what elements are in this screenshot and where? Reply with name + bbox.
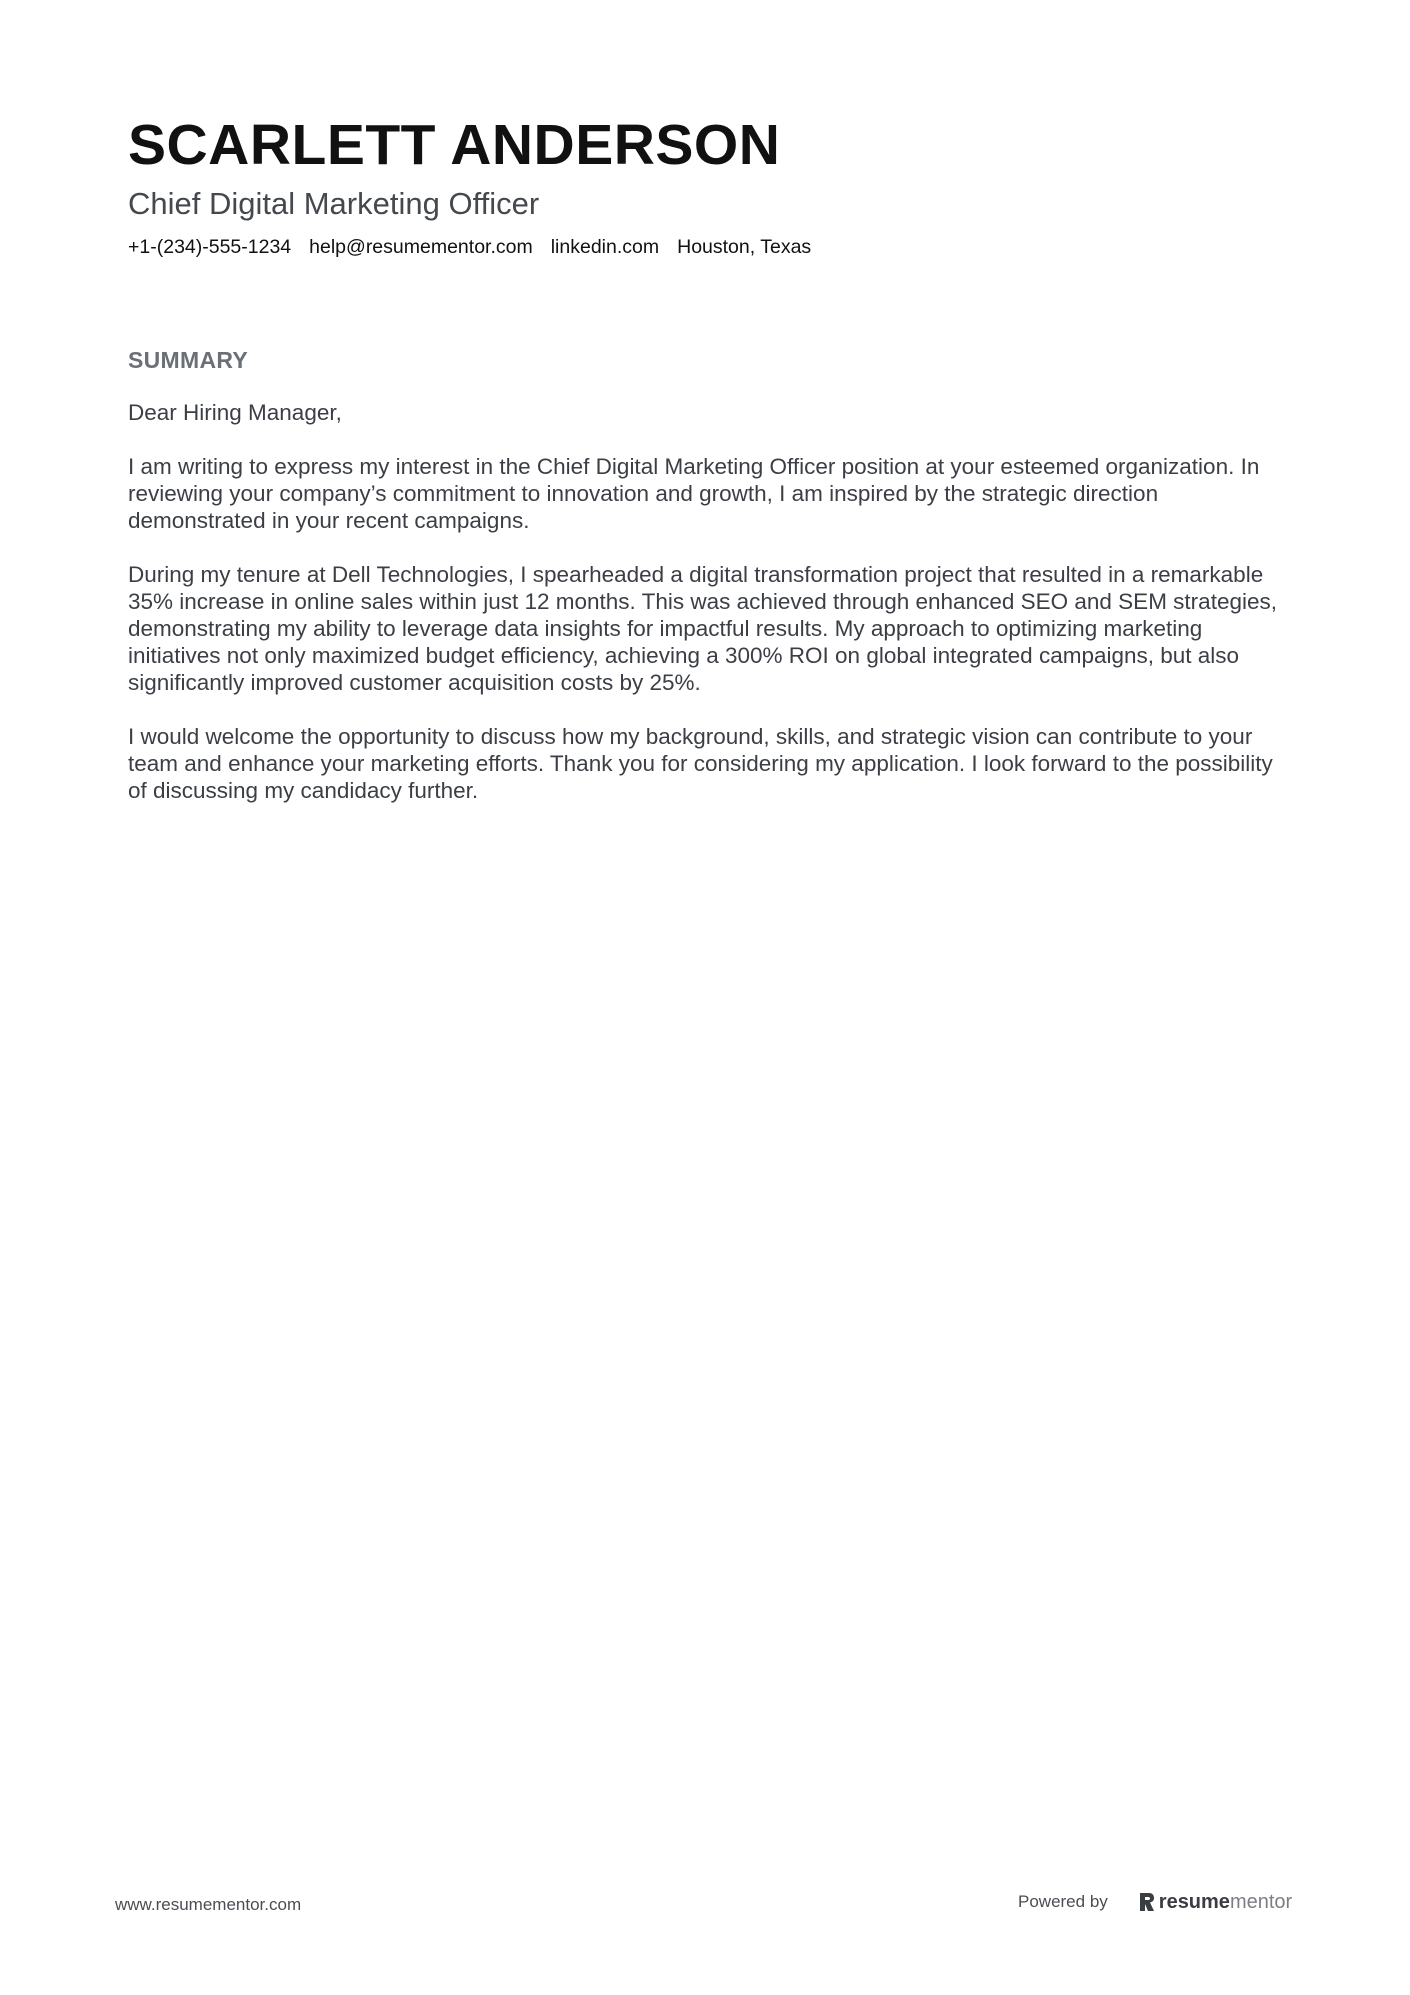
contact-email: help@resumementor.com <box>309 236 533 258</box>
contact-location: Houston, Texas <box>677 236 812 258</box>
salutation: Dear Hiring Manager, <box>128 400 342 425</box>
logo-text-strong: resume <box>1158 1891 1230 1913</box>
footer-website: www.resumementor.com <box>115 1895 302 1914</box>
footer-branding <box>1018 1890 1292 1914</box>
letter-body <box>128 399 1288 804</box>
contact-phone: +1-(234)-555-1234 <box>128 236 292 258</box>
resumementor-logo-icon <box>1138 1892 1156 1912</box>
logo-text-light: mentor <box>1229 1891 1293 1913</box>
letter-paragraph: During my tenure at Dell Technologies, I spearheaded a digital transformation project that resulted in a remarkable 35% increase in online sales within just 12 months. This was achieved through enhanced SEO and SEM strategies, demonstrating my ability to leverage data insights for impactful results. My approach to optimizing marketing initiatives not only maximized budget efficiency, achieving a 300% ROI on global integrated campaigns, but also significantly improved customer acquisition costs by 25%. <box>128 562 1277 695</box>
resumementor-logo <box>1138 1890 1292 1914</box>
powered-by-label: Powered by <box>1018 1892 1108 1911</box>
summary-section <box>128 345 1288 831</box>
letter-paragraph: I would welcome the opportunity to discuss how my background, skills, and strategic vision can contribute to your team and enhance your marketing efforts. Thank you for considering my application. I look forward to the possibility of discussing my candidacy further. <box>128 724 1273 803</box>
contact-row <box>128 234 1288 260</box>
section-heading: SUMMARY <box>128 347 249 373</box>
letter-paragraph: I am writing to express my interest in the Chief Digital Marketing Officer position at your esteemed organization. In reviewing your company’s commitment to innovation and growth, I am inspired by the strategic direction demonstrated in your recent campaigns. <box>128 454 1260 533</box>
header <box>128 108 1288 260</box>
job-title: Chief Digital Marketing Officer <box>128 186 540 221</box>
contact-linkedin: linkedin.com <box>550 236 660 258</box>
candidate-name: SCARLETT ANDERSON <box>128 113 781 177</box>
